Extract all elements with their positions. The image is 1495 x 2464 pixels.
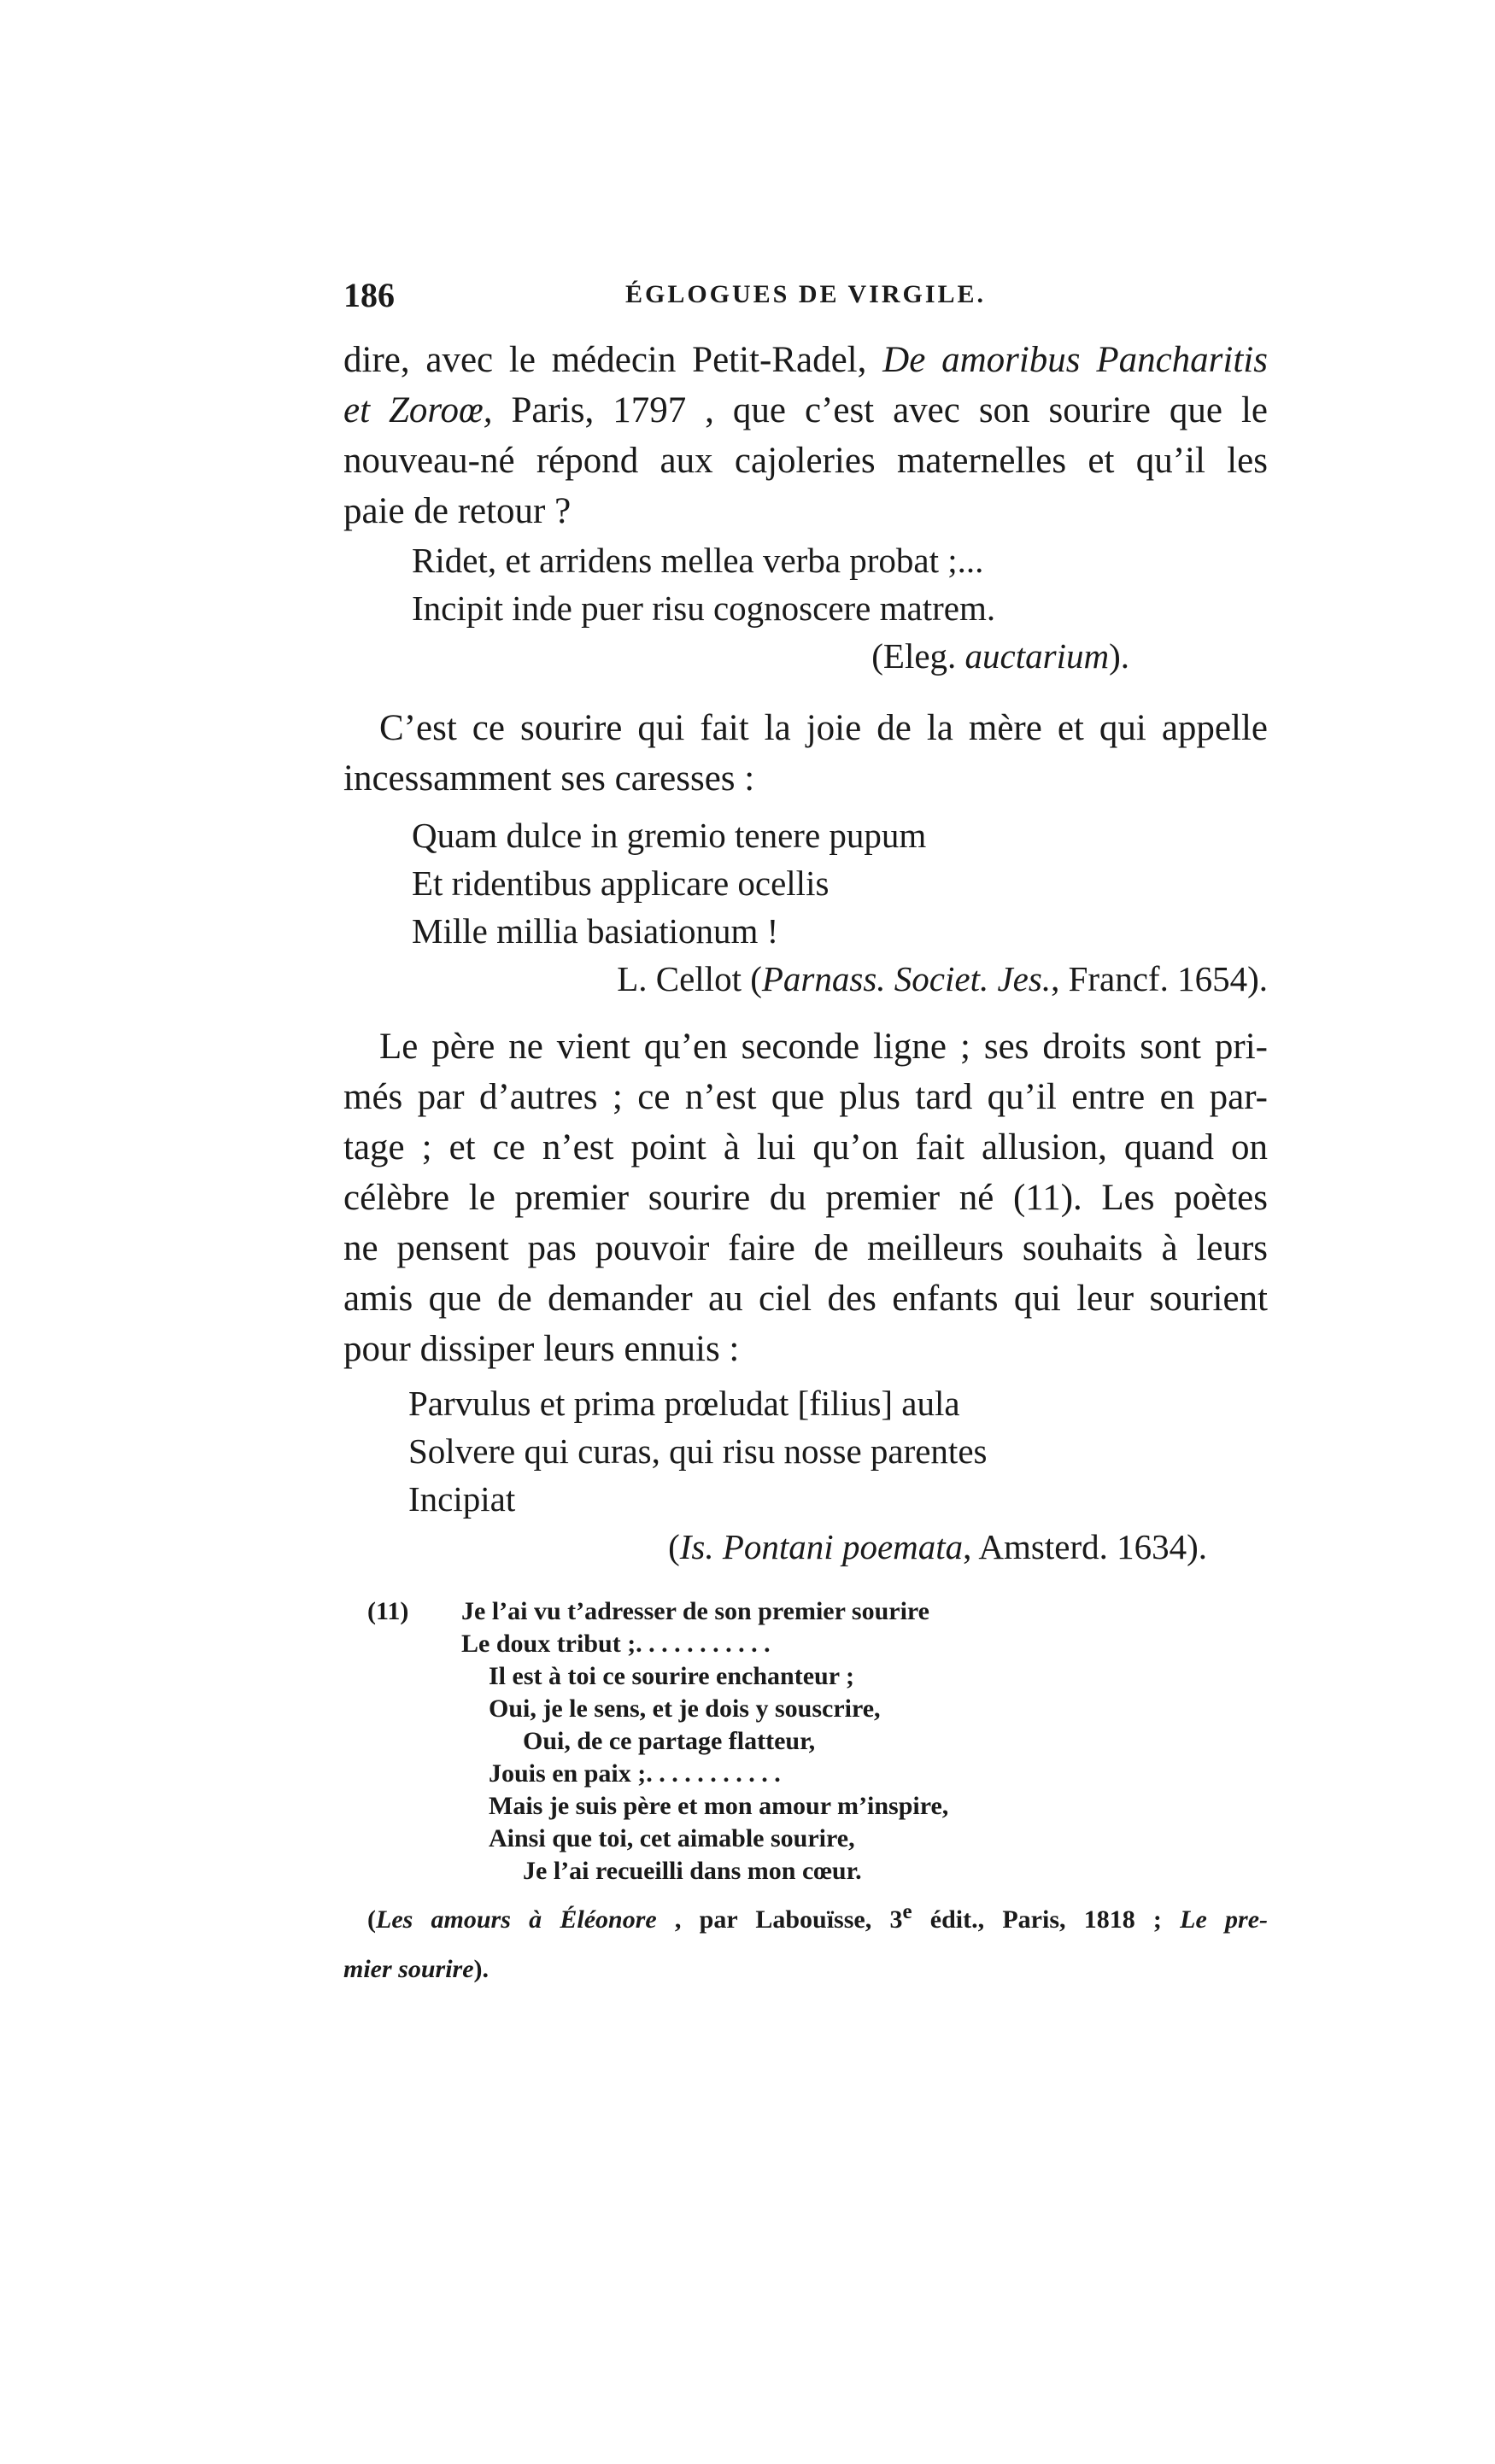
paragraph-line: incessamment ses caresses : bbox=[343, 758, 755, 799]
paragraph-line: paie de retour ? bbox=[343, 491, 572, 531]
paragraph-line: et Zoroœ, Paris, 1797 , que c’est avec son sourire que le bbox=[343, 390, 1268, 430]
paragraph-line: ne pensent pas pouvoir faire de meilleurs souhaits à leurs bbox=[343, 1228, 1268, 1268]
paragraph-line: pour dissiper leurs ennuis : bbox=[343, 1329, 740, 1369]
footnote-line: Il est à toi ce sourire enchanteur ; bbox=[489, 1662, 854, 1690]
verse-line: Ridet, et arridens mellea verba probat ;... bbox=[412, 541, 984, 580]
footnote-line: Oui, de ce partage flatteur, bbox=[523, 1727, 816, 1755]
verse-line: Mille millia basiationum ! bbox=[412, 911, 779, 951]
verse-source: (Is. Pontani poemata, Amsterd. 1634). bbox=[668, 1527, 1207, 1566]
verse-line: Solvere qui curas, qui risu nosse parentes bbox=[408, 1431, 988, 1471]
verse-source: L. Cellot (Parnass. Societ. Jes., Francf. 1654). bbox=[617, 959, 1268, 998]
verse-quote-1 bbox=[412, 536, 1129, 680]
verse-line: Parvulus et prima prœludat [filius] aula bbox=[408, 1384, 960, 1423]
paragraph-1 bbox=[343, 335, 1268, 536]
footnote-line: Ainsi que toi, cet aimable sourire, bbox=[489, 1824, 855, 1852]
running-title: ÉGLOGUES DE VIRGILE. bbox=[624, 280, 987, 308]
footnote-line: Je l’ai recueilli dans mon cœur. bbox=[523, 1857, 862, 1885]
footnote-line: Oui, je le sens, et je dois y souscrire, bbox=[489, 1694, 881, 1723]
paragraph-line: tage ; et ce n’est point à lui qu’on fait allusion, quand on bbox=[343, 1127, 1268, 1168]
paragraph-2 bbox=[343, 703, 1268, 804]
credit-line: (Les amours à Éléonore , par Labouïsse, 3e édit., Paris, 1818 ; Le pre- bbox=[367, 1900, 1269, 1934]
paragraph-line: nouveau-né répond aux cajoleries maternelles et qu’il les bbox=[343, 441, 1268, 481]
paragraph-line: dire, avec le médecin Petit-Radel, De amoribus Pancharitis bbox=[343, 340, 1268, 380]
verse-quote-2 bbox=[412, 811, 1268, 1003]
paragraph-line: C’est ce sourire qui fait la joie de la mère et qui appelle bbox=[379, 708, 1268, 748]
footnote-line: Jouis en paix ;. . . . . . . . . . . bbox=[489, 1759, 781, 1788]
paragraph-line: célèbre le premier sourire du premier né (11). Les poètes bbox=[343, 1178, 1268, 1218]
verse-line: Incipit inde puer risu cognoscere matrem. bbox=[412, 588, 996, 628]
page-number: 186 bbox=[343, 276, 395, 314]
verse-source: (Eleg. auctarium). bbox=[871, 636, 1129, 676]
paragraph-line: amis que de demander au ciel des enfants qui leur sourient bbox=[343, 1279, 1268, 1319]
paragraph-line: més par d’autres ; ce n’est que plus tard qu’il entre en par- bbox=[343, 1077, 1268, 1117]
footnote-verse bbox=[461, 1595, 948, 1888]
footnote-line: Mais je suis père et mon amour m’inspire, bbox=[489, 1792, 949, 1820]
paragraph-3 bbox=[343, 1021, 1268, 1374]
verse-line: Incipiat bbox=[408, 1479, 516, 1519]
footnote-line: Je l’ai vu t’adresser de son premier sourire bbox=[461, 1597, 929, 1625]
paragraph-line: Le père ne vient qu’en seconde ligne ; ses droits sont pri- bbox=[379, 1027, 1268, 1067]
verse-line: Et ridentibus applicare ocellis bbox=[412, 863, 830, 903]
credit-line: mier sourire). bbox=[343, 1955, 490, 1983]
verse-quote-3 bbox=[408, 1379, 1207, 1571]
footnote-line: Le doux tribut ;. . . . . . . . . . . bbox=[461, 1630, 771, 1658]
footnote-credit bbox=[343, 1888, 1268, 1994]
verse-line: Quam dulce in gremio tenere pupum bbox=[412, 816, 927, 855]
footnote-marker: (11) bbox=[367, 1597, 409, 1625]
page-header bbox=[343, 275, 1268, 323]
